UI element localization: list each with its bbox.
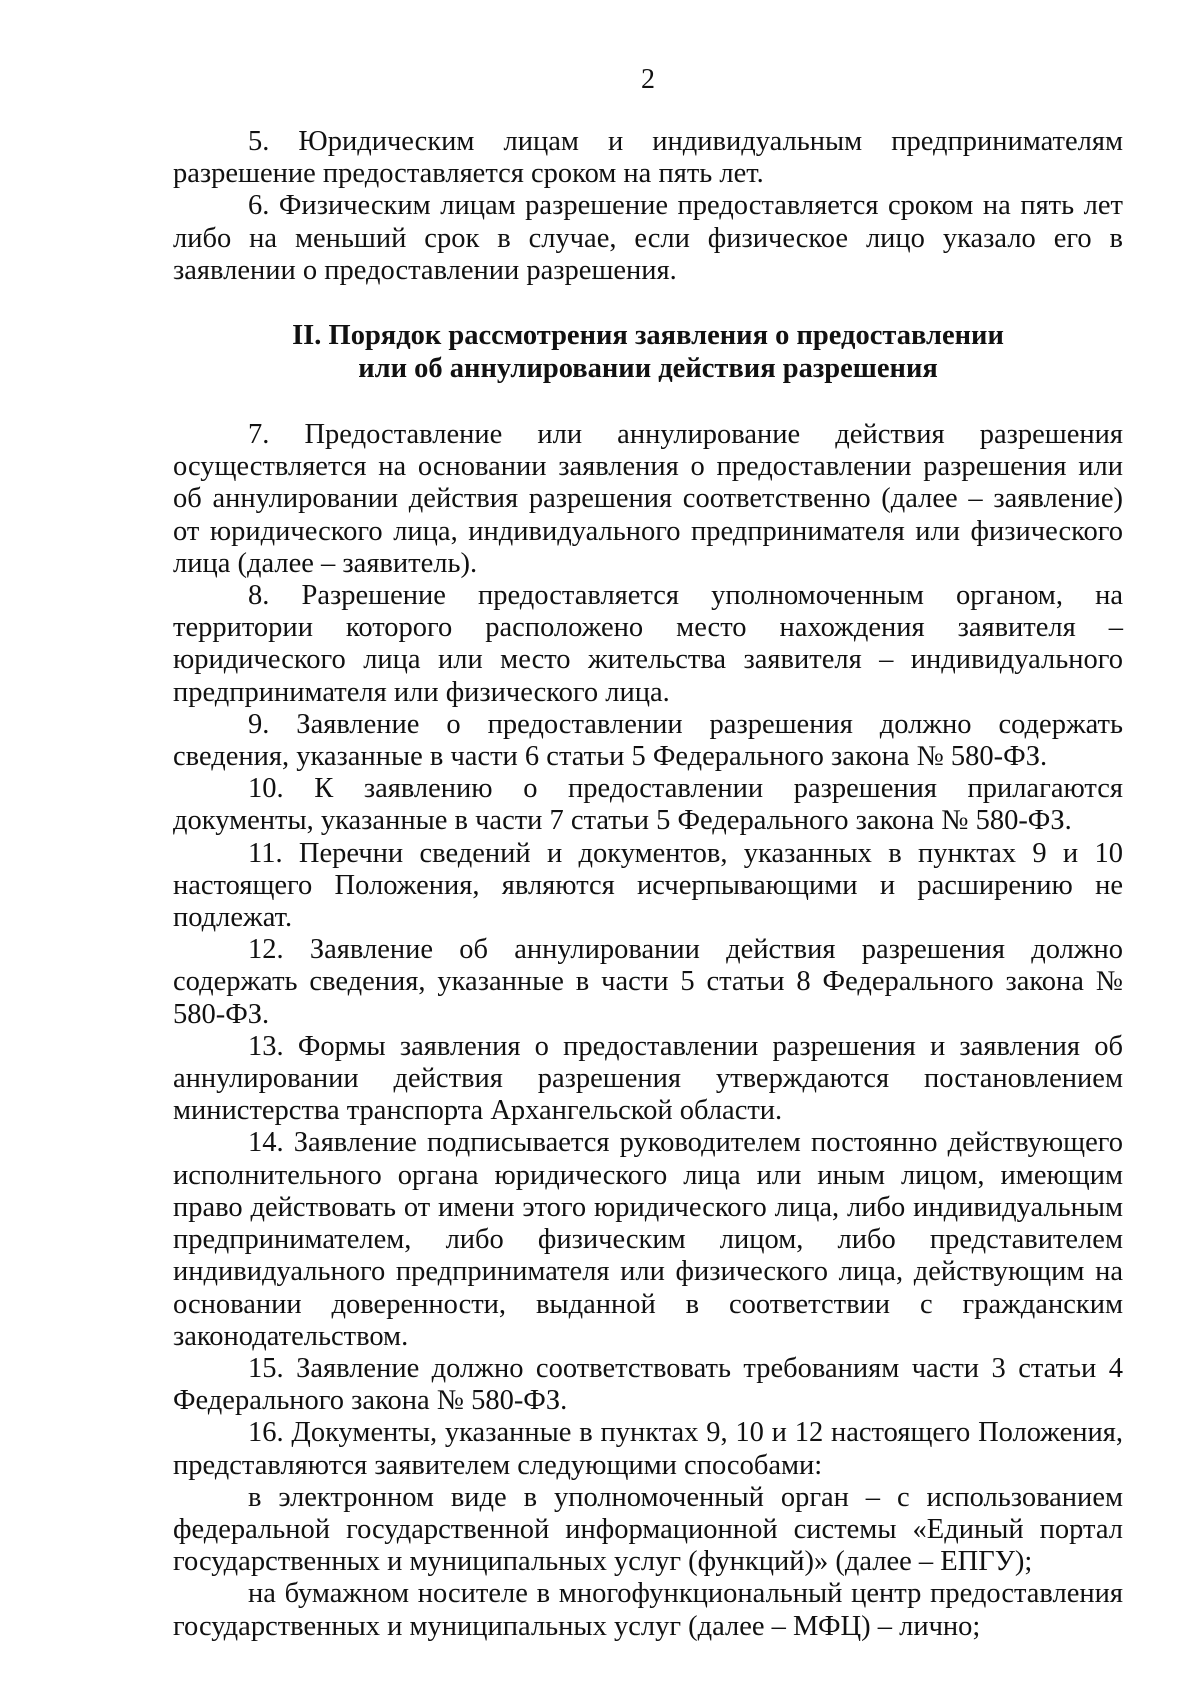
section-heading-line-2: или об аннулировании действия разрешения xyxy=(358,352,938,384)
document-page xyxy=(173,64,1123,1643)
paragraph-13: 13. Формы заявления о предоставлении разрешения и заявления об аннулировании действия разрешения утверждаются постановлением министерства транспорта Архангельской области. xyxy=(173,1030,1123,1127)
page-number: 2 xyxy=(641,64,655,95)
paragraph-5: 5. Юридическим лицам и индивидуальным предпринимателям разрешение предоставляется сроком на пять лет. xyxy=(173,126,1123,190)
paragraph-10: 10. К заявлению о предоставлении разрешения прилагаются документы, указанные в части 7 статьи 5 Федерального закона № 580-ФЗ. xyxy=(173,773,1123,837)
section-heading xyxy=(173,320,1123,385)
paragraph-9: 9. Заявление о предоставлении разрешения должно содержать сведения, указанные в части 6 статьи 5 Федерального закона № 580-ФЗ. xyxy=(173,708,1123,773)
paragraph-15: 15. Заявление должно соответствовать требованиям части 3 статьи 4 Федерального закона № 580-ФЗ. xyxy=(173,1352,1123,1417)
section-heading-line-1: II. Порядок рассмотрения заявления о предоставлении xyxy=(292,320,1004,352)
paragraph-16: 16. Документы, указанные в пунктах 9, 10 и 12 настоящего Положения, представляются заявителем следующими способами: xyxy=(173,1417,1123,1481)
paragraph-14: 14. Заявление подписывается руководителем постоянно действующего исполнительного органа юридического лица или иным лицом, имеющим право действовать от имени этого юридического лица, либо индивидуальным предпринимателем, либо физическим лицом, либо представителем индивидуального предпринимателя или физического лица, действующим на основании доверенности, выданной в соответствии с гражданским законодательством. xyxy=(173,1127,1123,1352)
paragraph-12: 12. Заявление об аннулировании действия разрешения должно содержать сведения, указанные в части 5 статьи 8 Федерального закона № 580-ФЗ. xyxy=(173,934,1123,1030)
paragraph-6: 6. Физическим лицам разрешение предоставляется сроком на пять лет либо на меньший срок в случае, если физическое лицо указало его в заявлении о предоставлении разрешения. xyxy=(173,190,1123,286)
paragraph-8: 8. Разрешение предоставляется уполномоченным органом, на территории которого расположено место нахождения заявителя – юридического лица или место жительства заявителя – индивидуального предпринимателя или физического лица. xyxy=(173,580,1123,708)
paragraph-16-method-paper: на бумажном носителе в многофункциональный центр предоставления государственных и муниципальных услуг (далее – МФЦ) – лично; xyxy=(173,1578,1123,1642)
paragraph-7: 7. Предоставление или аннулирование действия разрешения осуществляется на основании заявления о предоставлении разрешения или об аннулировании действия разрешения соответственно (далее – заявление) от юридического лица, индивидуального предпринимателя или физического лица (далее – заявитель). xyxy=(173,419,1123,579)
paragraph-11: 11. Перечни сведений и документов, указанных в пунктах 9 и 10 настоящего Положения, являются исчерпывающими и расширению не подлежат. xyxy=(173,837,1123,934)
paragraph-16-method-electronic: в электронном виде в уполномоченный орган – с использованием федеральной государственной информационной системы «Единый портал государственных и муниципальных услуг (функций)» (далее – ЕПГУ); xyxy=(173,1481,1123,1578)
